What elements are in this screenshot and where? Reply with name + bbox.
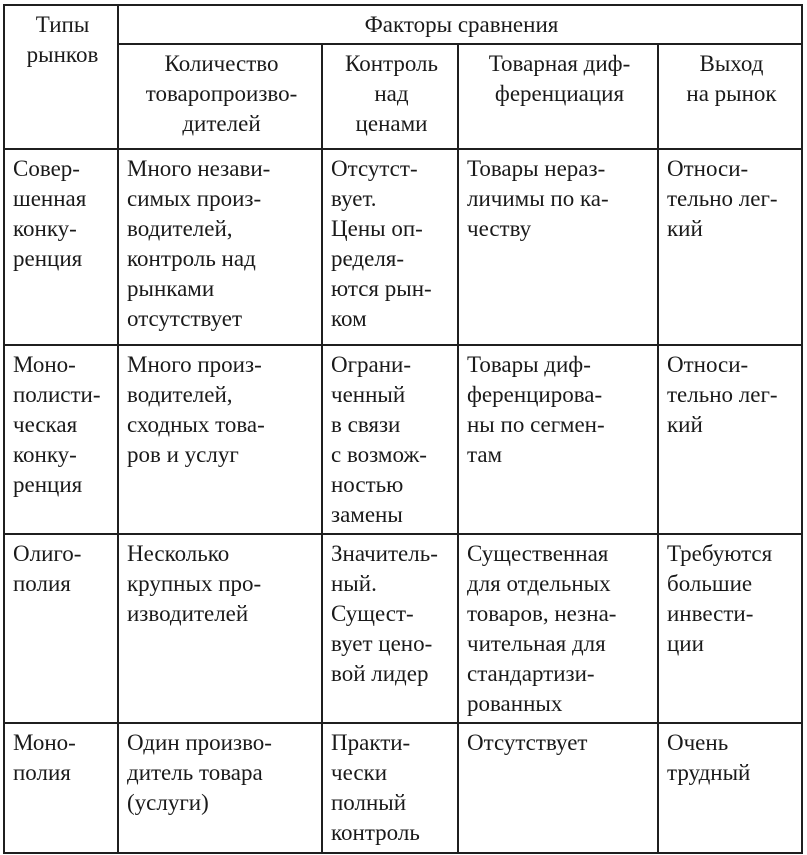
header-text-line: Выход bbox=[699, 51, 764, 76]
cell-line: товаров, незна- bbox=[467, 601, 617, 626]
cell-line: там bbox=[467, 442, 503, 467]
cell-line: чески bbox=[331, 760, 388, 785]
cell-line: Значитель- bbox=[331, 541, 438, 566]
cell-line: контроль над bbox=[127, 246, 256, 271]
cell-market-entry bbox=[658, 723, 802, 853]
cell-line: Олиго- bbox=[13, 541, 82, 566]
cell-line: Один произво- bbox=[127, 730, 272, 755]
table-row-monopolistic-competition bbox=[4, 345, 802, 534]
cell-line: инвести- bbox=[667, 601, 754, 626]
cell-line: Отсутст- bbox=[331, 156, 418, 181]
header-text-line: Контроль bbox=[345, 51, 438, 76]
cell-line: отсутствует bbox=[127, 306, 243, 331]
cell-line: замены bbox=[331, 502, 403, 527]
cell-line: Очень bbox=[667, 730, 729, 755]
cell-line: симых произ- bbox=[127, 186, 262, 211]
cell-market-type bbox=[4, 149, 118, 345]
header-text-line: Количество bbox=[164, 51, 279, 76]
cell-line: вует. bbox=[331, 186, 377, 211]
cell-line: честву bbox=[467, 216, 532, 241]
cell-line: большие bbox=[667, 571, 753, 596]
cell-line: конку- bbox=[13, 216, 77, 241]
cell-line: вой лидер bbox=[331, 661, 429, 686]
cell-line: полисти- bbox=[13, 382, 101, 407]
cell-line: Цены оп- bbox=[331, 216, 423, 241]
cell-product-differentiation bbox=[458, 534, 658, 723]
cell-line: личимы по ка- bbox=[467, 186, 609, 211]
cell-line: Товары диф- bbox=[467, 352, 591, 377]
cell-line: стандартизи- bbox=[467, 661, 595, 686]
cell-line: Ограни- bbox=[331, 352, 412, 377]
header-market-entry bbox=[658, 44, 802, 149]
cell-line: Относи- bbox=[667, 352, 749, 377]
header-row-factors bbox=[4, 44, 802, 149]
cell-line: Товары нераз- bbox=[467, 156, 606, 181]
header-product-differentiation bbox=[458, 44, 658, 149]
cell-producers-count bbox=[118, 534, 322, 723]
cell-line: (услуги) bbox=[127, 790, 209, 815]
cell-line: Практи- bbox=[331, 730, 411, 755]
cell-line: тельно лег- bbox=[667, 186, 778, 211]
cell-line: кий bbox=[667, 412, 703, 437]
cell-line: ются рын- bbox=[331, 276, 432, 301]
header-row-top bbox=[4, 5, 802, 44]
cell-product-differentiation bbox=[458, 345, 658, 534]
cell-line: ределя- bbox=[331, 246, 405, 271]
cell-line: изводителей bbox=[127, 601, 249, 626]
cell-line: Относи- bbox=[667, 156, 749, 181]
cell-market-entry bbox=[658, 534, 802, 723]
header-text-line: над bbox=[374, 81, 409, 106]
cell-price-control bbox=[322, 534, 458, 723]
cell-price-control bbox=[322, 345, 458, 534]
table-row-oligopoly bbox=[4, 534, 802, 723]
header-producers-count bbox=[118, 44, 322, 149]
cell-price-control bbox=[322, 149, 458, 345]
cell-line: полный bbox=[331, 790, 407, 815]
cell-line: Моно- bbox=[13, 730, 76, 755]
cell-line: ров и услуг bbox=[127, 442, 239, 467]
table-row-perfect-competition bbox=[4, 149, 802, 345]
cell-line: в связи bbox=[331, 412, 401, 437]
cell-line: Моно- bbox=[13, 352, 76, 377]
cell-line: ференцирова- bbox=[467, 382, 603, 407]
header-text-line: Факторы сравнения bbox=[364, 12, 559, 37]
header-text-line: ференциация bbox=[494, 81, 625, 106]
cell-market-type bbox=[4, 345, 118, 534]
cell-line: дитель товара bbox=[127, 760, 263, 785]
cell-line: ции bbox=[667, 631, 704, 656]
header-price-control bbox=[322, 44, 458, 149]
cell-line: Совер- bbox=[13, 156, 80, 181]
cell-price-control bbox=[322, 723, 458, 853]
cell-line: Много произ- bbox=[127, 352, 262, 377]
header-market-types bbox=[4, 5, 118, 149]
header-text-line: дителей bbox=[182, 111, 261, 136]
cell-line: рынками bbox=[127, 276, 215, 301]
cell-line: водителей, bbox=[127, 382, 233, 407]
cell-line: ческая bbox=[13, 412, 78, 437]
header-text-line: Типы bbox=[35, 12, 90, 37]
cell-line: ностью bbox=[331, 472, 404, 497]
cell-line: ком bbox=[331, 306, 367, 331]
cell-line: тельно лег- bbox=[667, 382, 778, 407]
cell-producers-count bbox=[118, 149, 322, 345]
header-text-line: Товарная диф- bbox=[488, 51, 631, 76]
cell-line: ренция bbox=[13, 472, 83, 497]
cell-line: с возмож- bbox=[331, 442, 427, 467]
header-text-line: ценами bbox=[355, 111, 428, 136]
cell-line: Несколько bbox=[127, 541, 230, 566]
cell-line: рованных bbox=[467, 691, 563, 716]
cell-line: трудный bbox=[667, 760, 751, 785]
market-comparison-table bbox=[3, 4, 803, 854]
cell-product-differentiation bbox=[458, 149, 658, 345]
cell-line: контроль bbox=[331, 820, 420, 845]
cell-line: крупных про- bbox=[127, 571, 262, 596]
header-comparison-factors bbox=[118, 5, 802, 44]
cell-line: ны по сегмен- bbox=[467, 412, 605, 437]
cell-line: Отсутствует bbox=[467, 730, 588, 755]
cell-line: вует цено- bbox=[331, 631, 433, 656]
cell-line: Существенная bbox=[467, 541, 609, 566]
cell-market-entry bbox=[658, 345, 802, 534]
cell-line: полия bbox=[13, 571, 71, 596]
cell-line: Сущест- bbox=[331, 601, 414, 626]
cell-market-entry bbox=[658, 149, 802, 345]
cell-market-type bbox=[4, 723, 118, 853]
table-row-monopoly bbox=[4, 723, 802, 853]
cell-line: полия bbox=[13, 760, 71, 785]
cell-product-differentiation bbox=[458, 723, 658, 853]
cell-line: Требуются bbox=[667, 541, 773, 566]
cell-market-type bbox=[4, 534, 118, 723]
cell-line: для отдельных bbox=[467, 571, 611, 596]
cell-line: кий bbox=[667, 216, 703, 241]
cell-producers-count bbox=[118, 345, 322, 534]
cell-producers-count bbox=[118, 723, 322, 853]
cell-line: шенная bbox=[13, 186, 87, 211]
cell-line: водителей, bbox=[127, 216, 233, 241]
cell-line: конку- bbox=[13, 442, 77, 467]
cell-line: ченный bbox=[331, 382, 406, 407]
cell-line: чительная для bbox=[467, 631, 606, 656]
cell-line: ренция bbox=[13, 246, 83, 271]
cell-line: сходных това- bbox=[127, 412, 265, 437]
cell-line: ный. bbox=[331, 571, 377, 596]
header-text-line: рынков bbox=[26, 42, 99, 67]
cell-line: Много незави- bbox=[127, 156, 271, 181]
header-text-line: на рынок bbox=[686, 81, 777, 106]
header-text-line: товаропроизво- bbox=[145, 81, 298, 106]
